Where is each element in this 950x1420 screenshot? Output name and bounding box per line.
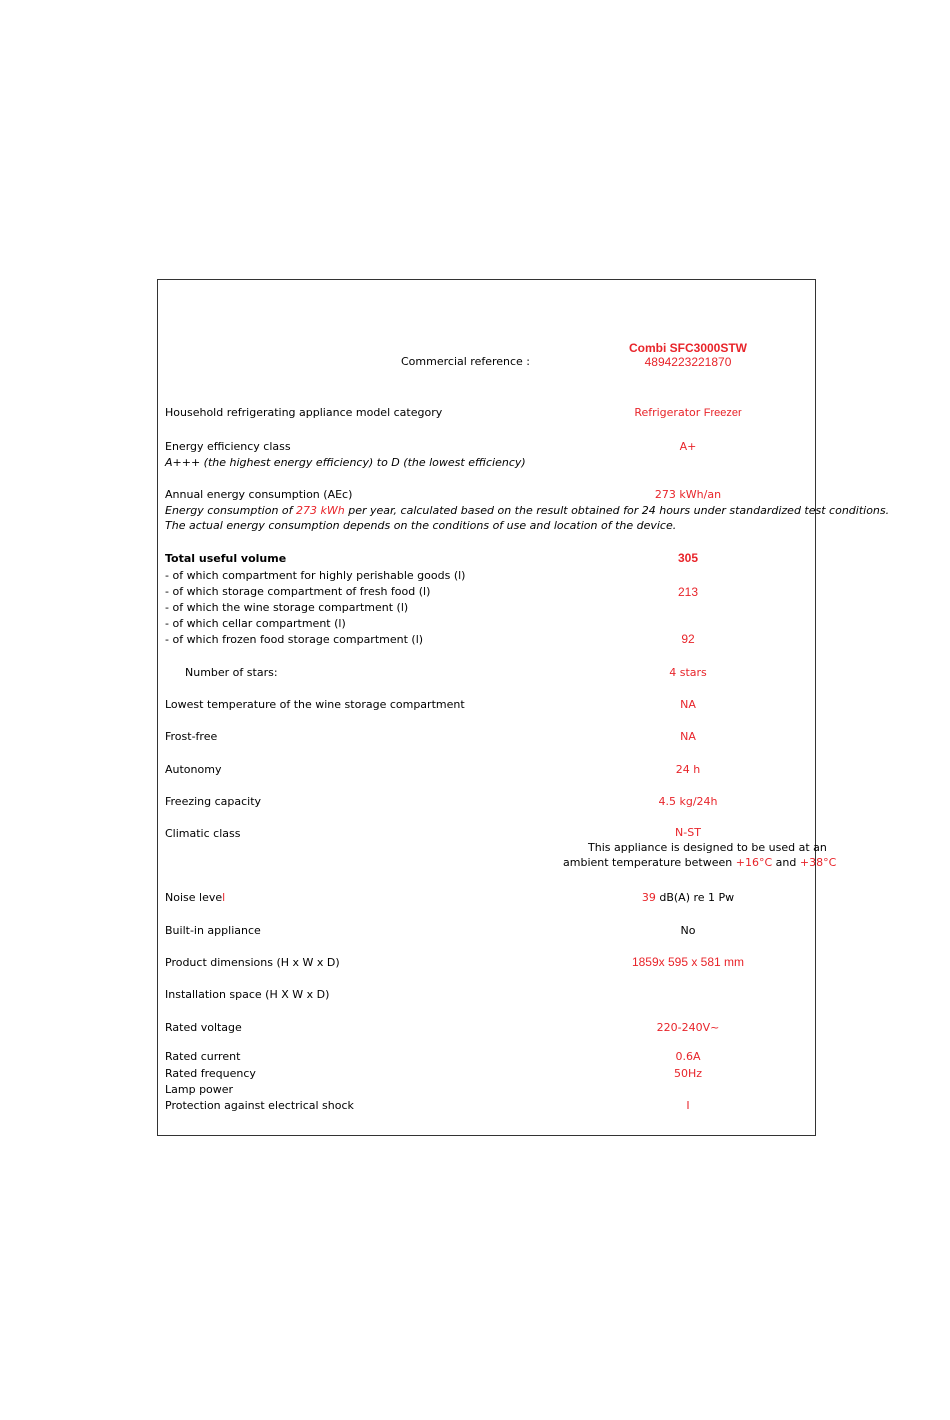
annual-note-post: per year, calculated based on the result obtained for 24 hours under standardized test conditions. [348, 504, 890, 517]
volume-cellar: - of which cellar compartment (l) [165, 617, 346, 630]
noise-label-a: Noise leve [165, 891, 223, 904]
climatic-note-pre: ambient temperature between [563, 856, 733, 869]
volume-wine: - of which the wine storage compartment (l) [165, 601, 409, 614]
climatic-note-and: and [775, 856, 797, 869]
annual-value: 273 kWh/an [654, 488, 722, 501]
climatic-note-line1: This appliance is designed to be used at an [588, 841, 827, 854]
commercial-reference-label: Commercial reference : [401, 355, 531, 368]
frost-free-label: Frost-free [165, 730, 218, 743]
noise-value [588, 891, 788, 905]
protection-value: I [686, 1099, 690, 1112]
wine-temp-value: NA [680, 698, 696, 711]
annual-note [165, 504, 889, 518]
volume-fresh: - of which storage compartment of fresh food (l) [165, 585, 431, 598]
efficiency-note: A+++ (the highest energy efficiency) to D (the lowest efficiency) [165, 456, 526, 469]
volume-frozen: - of which frozen food storage compartment (l) [165, 633, 424, 646]
annual-label: Annual energy consumption (AEc) [165, 488, 353, 501]
lamp-label: Lamp power [165, 1083, 234, 1096]
installation-label: Installation space (H X W x D) [165, 988, 330, 1001]
volume-perishable: - of which compartment for highly perishable goods (l) [165, 569, 466, 582]
category-label: Household refrigerating appliance model category [165, 406, 443, 419]
product-fiche-sheet [157, 279, 890, 1136]
frequency-label: Rated frequency [165, 1067, 256, 1080]
annual-note-pre: Energy consumption of [165, 504, 293, 517]
voltage-value: 220-240V~ [656, 1021, 720, 1034]
annual-note-line2: The actual energy consumption depends on the conditions of use and location of the device. [165, 519, 677, 532]
category-value-b: Freezer [703, 407, 742, 419]
noise-label [165, 891, 225, 905]
dimensions-value: 1859x 595 x 581 mm [631, 955, 745, 969]
freezing-label: Freezing capacity [165, 795, 262, 808]
model-name: Combi SFC3000STW [628, 341, 748, 355]
current-label: Rated current [165, 1050, 241, 1063]
efficiency-label: Energy efficiency class [165, 440, 291, 453]
freezing-value: 4.5 kg/24h [658, 795, 718, 808]
category-value [588, 406, 788, 420]
volume-label: Total useful volume [165, 552, 287, 565]
ean-code: 4894223221870 [644, 355, 732, 369]
wine-temp-label: Lowest temperature of the wine storage compartment [165, 698, 465, 711]
current-value: 0.6A [675, 1050, 701, 1063]
frost-free-value: NA [680, 730, 696, 743]
climatic-temp-low: +16°C [735, 856, 773, 869]
climatic-temp-high: +38°C [799, 856, 837, 869]
efficiency-value: A+ [679, 440, 697, 453]
noise-value-number: 39 [641, 891, 656, 904]
annual-note-value: 273 kWh [296, 504, 345, 517]
category-value-a: Refrigerator [634, 406, 701, 419]
frequency-value: 50Hz [673, 1067, 703, 1080]
climatic-value: N-ST [675, 826, 701, 839]
dimensions-label: Product dimensions (H x W x D) [165, 956, 340, 969]
built-in-value: No [680, 924, 696, 937]
volume-frozen-value: 92 [681, 632, 695, 646]
voltage-label: Rated voltage [165, 1021, 242, 1034]
noise-value-unit: dB(A) re 1 Pw [659, 891, 735, 904]
protection-label: Protection against electrical shock [165, 1099, 354, 1112]
built-in-label: Built-in appliance [165, 924, 261, 937]
autonomy-label: Autonomy [165, 763, 222, 776]
stars-value: 4 stars [669, 666, 707, 679]
climatic-note-line2 [563, 856, 837, 870]
volume-value: 305 [677, 551, 699, 565]
volume-fresh-value: 213 [677, 585, 699, 599]
autonomy-value: 24 h [675, 763, 701, 776]
noise-label-b: l [222, 891, 226, 904]
climatic-label: Climatic class [165, 827, 241, 840]
stars-label: Number of stars: [185, 666, 278, 679]
